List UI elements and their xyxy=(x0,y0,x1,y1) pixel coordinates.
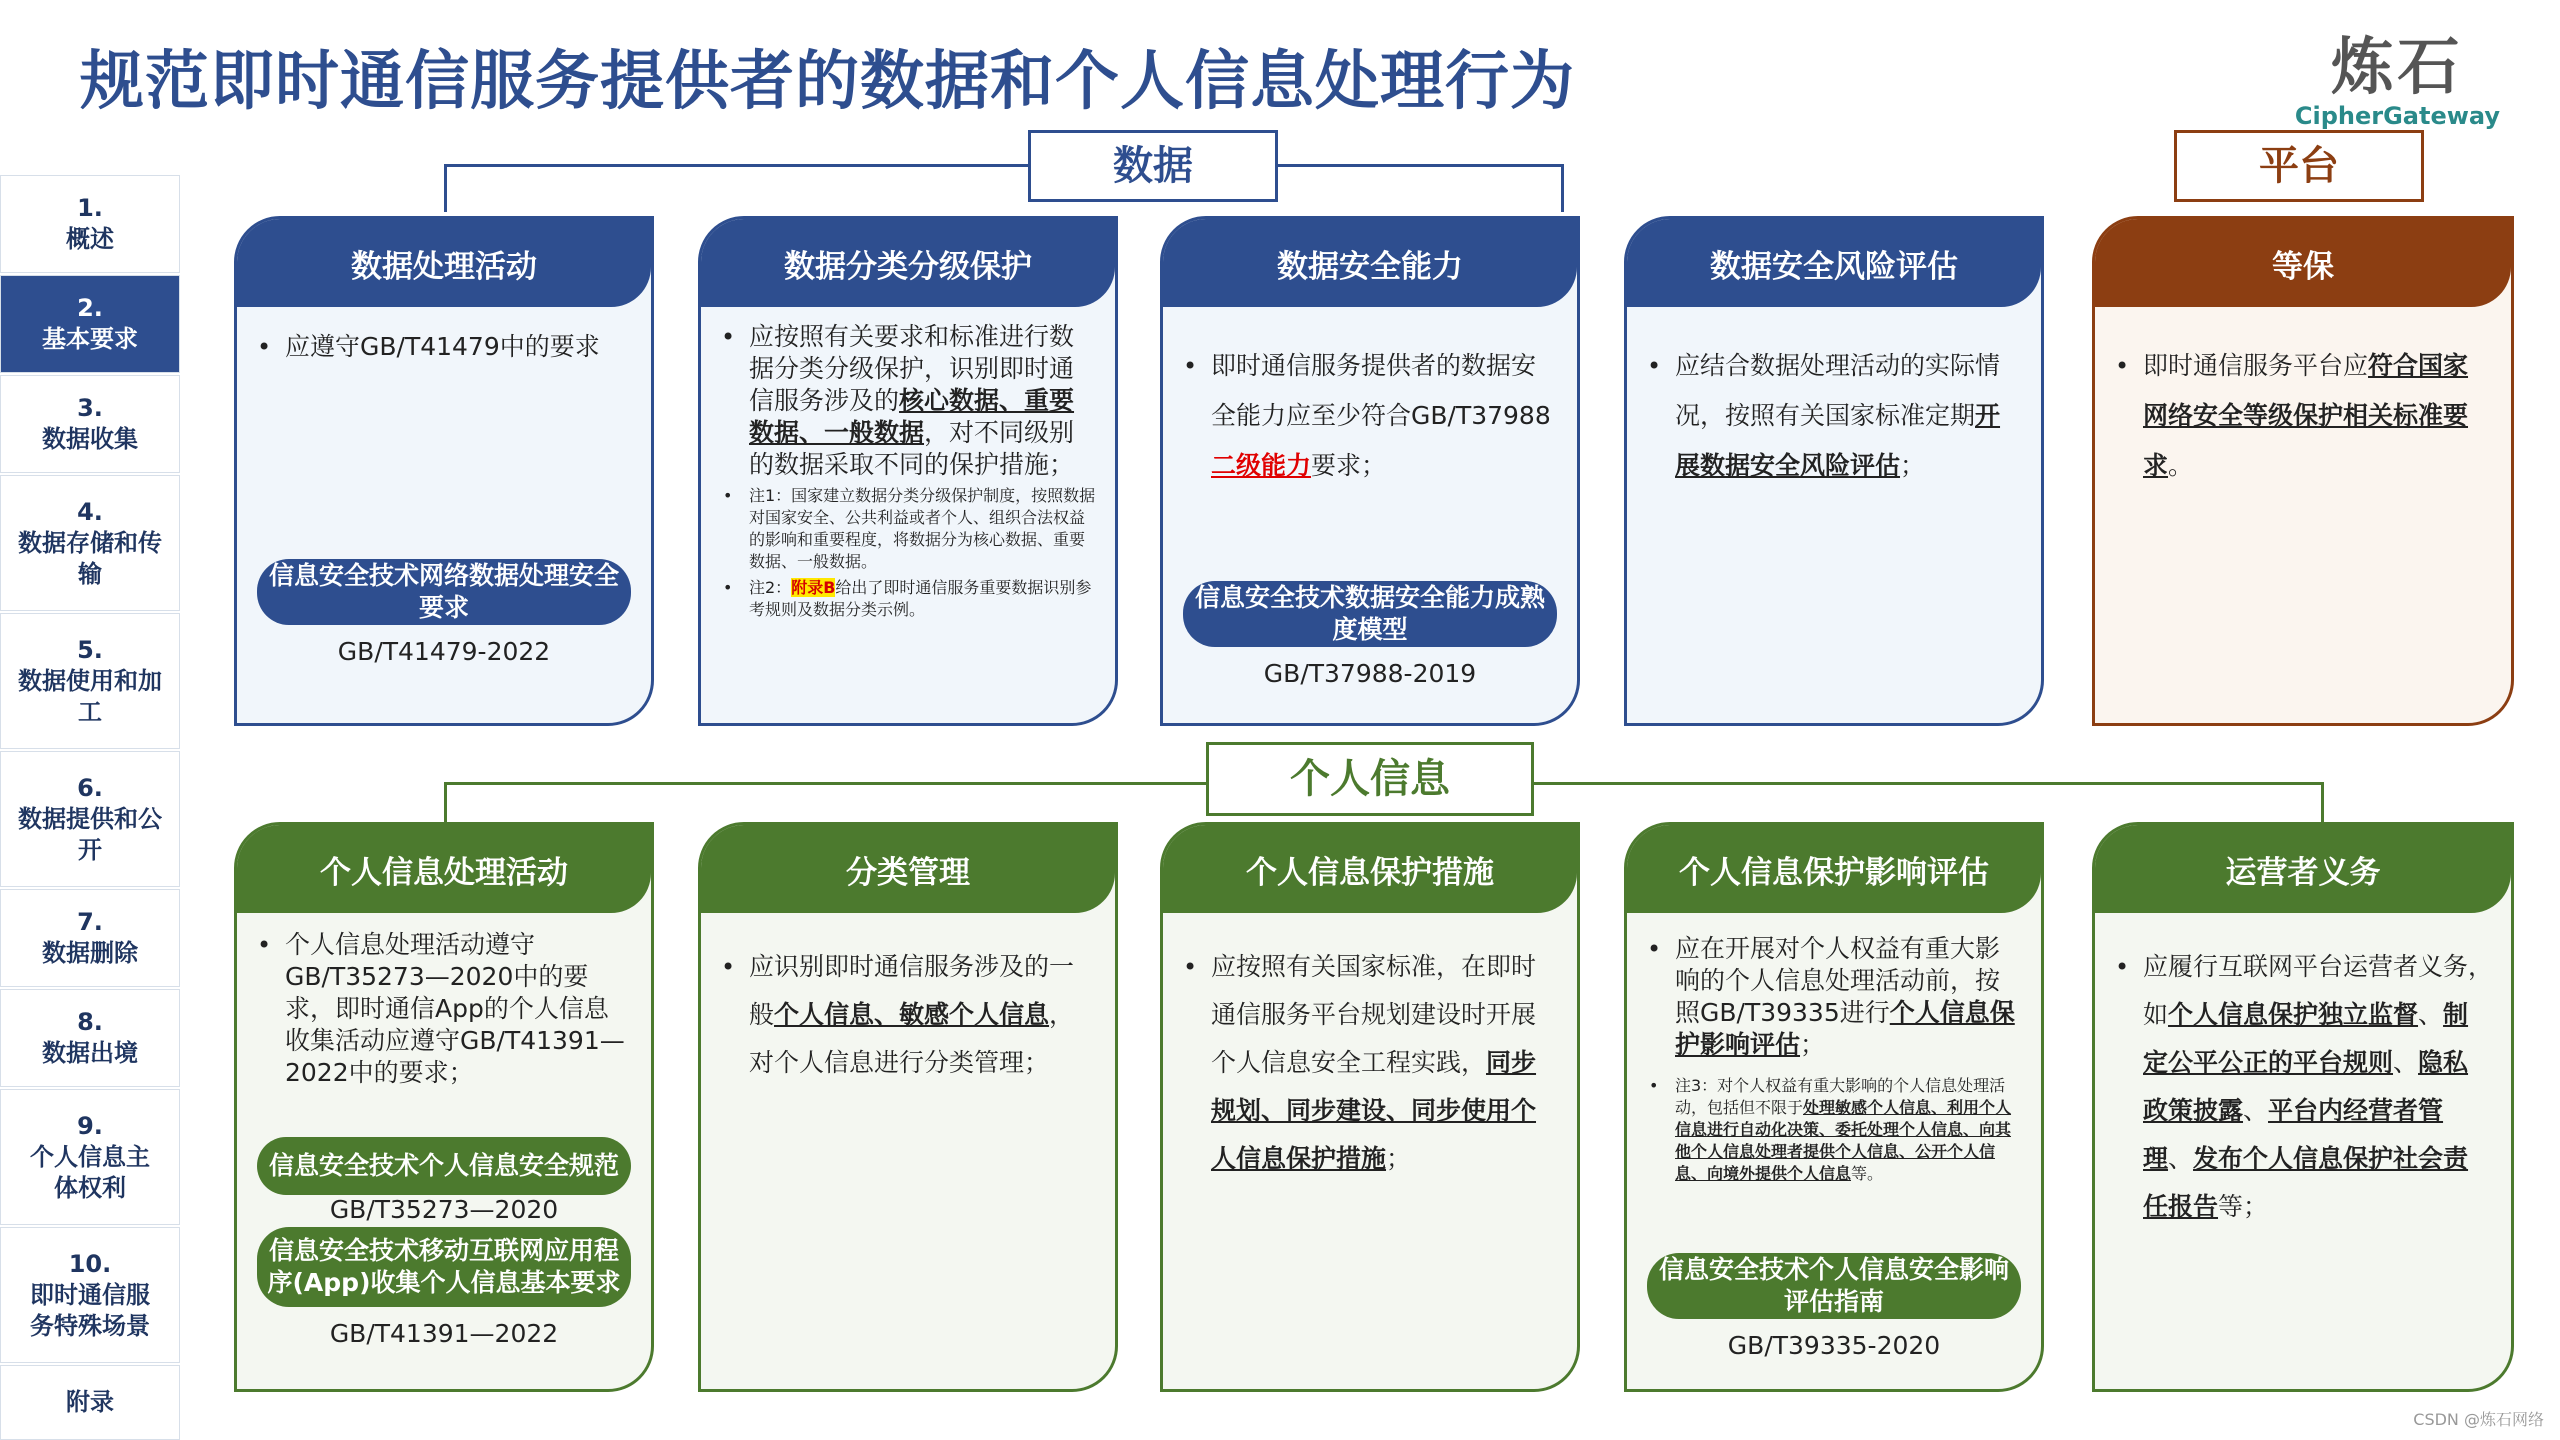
card-text xyxy=(2113,341,2493,491)
card-text xyxy=(1181,341,1559,491)
sidebar-item-num: 6. xyxy=(77,773,103,802)
emphasis-text: 二级能力 xyxy=(1211,451,1312,480)
sidebar-item-data-deletion[interactable] xyxy=(0,889,180,987)
text-run: 注2： xyxy=(749,578,792,597)
sidebar-item-appendix[interactable] xyxy=(0,1365,180,1440)
text-run: 即时通信服务提供者的数据安全能力应至少符合GB/T37988 xyxy=(1211,351,1551,430)
page-title: 规范即时通信服务提供者的数据和个人信息处理行为 xyxy=(80,45,1575,119)
standard-pill-2: 信息安全技术移动互联网应用程序(App)收集个人信息基本要求 xyxy=(257,1227,631,1307)
standard-pill: 信息安全技术个人信息安全影响评估指南 xyxy=(1647,1253,2021,1319)
sidebar-item-label: 数据提供和公开 xyxy=(18,804,162,864)
text-run: 应按照有关要求和标准进行数据分类分级保护，识别即时通信服务涉及的 xyxy=(749,322,1075,415)
brand-logo xyxy=(2295,32,2500,130)
card-body xyxy=(1181,943,1559,1183)
card-title: 运营者义务 xyxy=(2095,825,2511,913)
card-text: • 应遵守GB/T41479中的要求 xyxy=(255,327,633,367)
sidebar-item-num: 1. xyxy=(77,194,103,222)
sidebar-item-cross-border[interactable] xyxy=(0,989,180,1087)
text-run: 等。 xyxy=(1851,1164,1884,1183)
note-1: • 注1：国家建立数据分类分级保护制度，按照数据对国家安全、公共利益或者个人、组织合法权益的影响和重要程度，将数据分为核心数据、重要数据、一般数据。 xyxy=(719,485,1097,573)
sidebar-item-num: 3. xyxy=(77,394,103,422)
card-title: 分类管理 xyxy=(701,825,1115,913)
logo-cn: 炼石 xyxy=(2331,30,2464,103)
text-run: 、 xyxy=(2393,1048,2419,1077)
text-run: 即时通信服务平台应 xyxy=(2143,351,2369,380)
standard-pill-1: 信息安全技术个人信息安全规范 xyxy=(257,1137,631,1195)
sidebar-item-label: 数据使用和加工 xyxy=(18,666,162,726)
card-body xyxy=(1181,341,1559,491)
emphasis-text: 同步规划、同步建设、同步使用个人信息保护措施 xyxy=(1211,1048,1537,1173)
standard-code: GB/T39335-2020 xyxy=(1727,1331,1941,1360)
sidebar-item-data-collection[interactable] xyxy=(0,375,180,473)
highlight-text: 附录B xyxy=(791,578,836,597)
emphasis-text: 符合国家网络安全等级保护相关标准要求 xyxy=(2143,351,2469,480)
card-text xyxy=(719,943,1097,1087)
sidebar-item-label: 基本要求 xyxy=(42,325,138,353)
card-title: 数据处理活动 xyxy=(237,219,651,307)
emphasis-text: 核心数据、重要数据、一般数据 xyxy=(749,386,1075,447)
text-run: 。 xyxy=(2168,451,2194,480)
sidebar-item-use-processing[interactable] xyxy=(0,613,180,749)
sidebar-item-label: 个人信息主体权利 xyxy=(30,1142,150,1202)
card-pi-protection xyxy=(1160,822,1580,1392)
text-run: 、 xyxy=(2168,1144,2194,1173)
section-label-data: 数据 xyxy=(1028,130,1278,202)
emphasis-text: 制定公平公正的平台规则 xyxy=(2143,1000,2469,1077)
card-operator-obligations xyxy=(2092,822,2514,1392)
card-title: 数据安全风险评估 xyxy=(1627,219,2041,307)
sidebar-item-subject-rights[interactable] xyxy=(0,1089,180,1225)
card-body xyxy=(255,929,633,1089)
text-run: 应履行互联网平台运营者义务，如 xyxy=(2143,952,2494,1029)
card-text xyxy=(1181,943,1559,1183)
text-run: ，对个人信息进行分类管理； xyxy=(749,1000,1075,1077)
card-text xyxy=(719,321,1097,481)
card-security-capability xyxy=(1160,216,1580,726)
note-2 xyxy=(719,577,1097,621)
card-text: • 个人信息处理活动遵守GB/T35273—2020中的要求，即时通信App的个人信息收集活动应遵守GB/T41391—2022中的要求； xyxy=(255,929,633,1089)
standard-code: GB/T41479-2022 xyxy=(337,637,551,666)
logo-en: CipherGateway xyxy=(2294,102,2500,130)
sidebar-item-label: 即时通信服务特殊场景 xyxy=(30,1280,150,1340)
card-title: 个人信息保护措施 xyxy=(1163,825,1577,913)
sidebar-item-provide-disclose[interactable] xyxy=(0,751,180,887)
text-run: 应在开展对个人权益有重大影响的个人信息处理活动前，按照GB/T39335进行 xyxy=(1675,934,2001,1027)
sidebar-item-label: 数据删除 xyxy=(42,939,138,967)
text-run: 注3：对个人权益有重大影响的个人信息处理活动，包括但不限于 xyxy=(1675,1076,2006,1117)
emphasis-text: 个人信息、敏感个人信息 xyxy=(774,1000,1050,1029)
card-title: 数据安全能力 xyxy=(1163,219,1577,307)
card-title: 个人信息处理活动 xyxy=(237,825,651,913)
sidebar-item-label: 数据收集 xyxy=(42,425,138,453)
standard-pill: 信息安全技术数据安全能力成熟度模型 xyxy=(1183,581,1557,647)
card-title: 数据分类分级保护 xyxy=(701,219,1115,307)
card-pi-impact-assessment xyxy=(1624,822,2044,1392)
sidebar-item-basic-requirements[interactable] xyxy=(0,275,180,373)
card-mlps xyxy=(2092,216,2514,726)
text-run: 给出了即时通信服务重要数据识别参考规则及数据分类示例。 xyxy=(749,578,1092,619)
emphasis-text: 发布个人信息保护社会责任报告 xyxy=(2143,1144,2469,1221)
emphasis-text: 个人信息保护影响评估 xyxy=(1675,998,2015,1059)
card-text xyxy=(2113,943,2493,1231)
text-run: 应识别即时通信服务涉及的一般 xyxy=(749,952,1075,1029)
sidebar-item-num: 7. xyxy=(77,908,103,936)
sidebar-item-special-scenarios[interactable] xyxy=(0,1227,180,1363)
note-3 xyxy=(1645,1075,2023,1185)
sidebar-item-num: 9. xyxy=(77,1111,103,1140)
card-body xyxy=(719,943,1097,1087)
card-body xyxy=(255,327,633,367)
card-body xyxy=(1645,933,2023,1185)
sidebar-item-num: 10. xyxy=(68,1249,112,1278)
sidebar-item-overview[interactable] xyxy=(0,175,180,273)
footer-credit: CSDN @炼石网络 xyxy=(2413,1410,2544,1429)
text-run: 、 xyxy=(2418,1000,2444,1029)
card-data-processing xyxy=(234,216,654,726)
card-risk-assessment xyxy=(1624,216,2044,726)
sidebar-item-label: 概述 xyxy=(66,225,114,253)
standard-code-1: GB/T35273—2020 xyxy=(329,1195,559,1224)
standard-code-2: GB/T41391—2022 xyxy=(329,1319,559,1348)
card-body xyxy=(719,321,1097,621)
text-run: 、 xyxy=(2243,1096,2269,1125)
card-title: 等保 xyxy=(2095,219,2511,307)
card-title: 个人信息保护影响评估 xyxy=(1627,825,2041,913)
sidebar-item-label: 数据出境 xyxy=(42,1039,138,1067)
emphasis-text: 平台内经营者管理 xyxy=(2143,1096,2444,1173)
text-run: 等； xyxy=(2218,1192,2269,1221)
sidebar-item-label: 数据存储和传输 xyxy=(18,528,162,588)
section-label-personal: 个人信息 xyxy=(1206,742,1534,816)
data-connector xyxy=(444,164,1564,212)
section-label-platform: 平台 xyxy=(2174,130,2424,202)
card-classification xyxy=(698,216,1118,726)
sidebar-item-storage-transfer[interactable] xyxy=(0,475,180,611)
card-body xyxy=(2113,943,2493,1231)
emphasis-text: 个人信息保护独立监督 xyxy=(2168,1000,2419,1029)
text-run: 应按照有关国家标准，在即时通信服务平台规划建设时开展个人信息安全工程实践， xyxy=(1211,952,1537,1077)
text-run: 要求； xyxy=(1311,451,1387,480)
card-body xyxy=(2113,341,2493,491)
sidebar-item-num: 5. xyxy=(77,635,103,664)
text-run: ； xyxy=(1386,1144,1412,1173)
text-run: ，对不同级别的数据采取不同的保护措施； xyxy=(749,418,1075,479)
emphasis-text: 隐私政策披露 xyxy=(2143,1048,2469,1125)
card-pi-processing xyxy=(234,822,654,1392)
sidebar-item-num: 4. xyxy=(77,497,103,526)
text-run: 应结合数据处理活动的实际情况，按照有关国家标准定期 xyxy=(1675,351,2001,430)
emphasis-text: 开展数据安全风险评估 xyxy=(1675,401,2001,480)
standard-code: GB/T37988-2019 xyxy=(1263,659,1477,688)
sidebar-item-num: 2. xyxy=(77,294,103,322)
card-text xyxy=(1645,341,2023,491)
sidebar-item-label: 附录 xyxy=(66,1388,114,1416)
standard-pill: 信息安全技术网络数据处理安全要求 xyxy=(257,559,631,625)
card-text xyxy=(1645,933,2023,1061)
emphasis-text: 处理敏感个人信息、利用个人信息进行自动化决策、委托处理个人信息、向其他个人信息处理者提供个人信息、公开个人信息、向境外提供个人信息 xyxy=(1675,1098,2012,1183)
sidebar-item-num: 8. xyxy=(77,1008,103,1036)
text-run: ； xyxy=(1800,1030,1826,1059)
card-classified-management xyxy=(698,822,1118,1392)
card-body xyxy=(1645,341,2023,491)
text-run: ； xyxy=(1900,451,1926,480)
